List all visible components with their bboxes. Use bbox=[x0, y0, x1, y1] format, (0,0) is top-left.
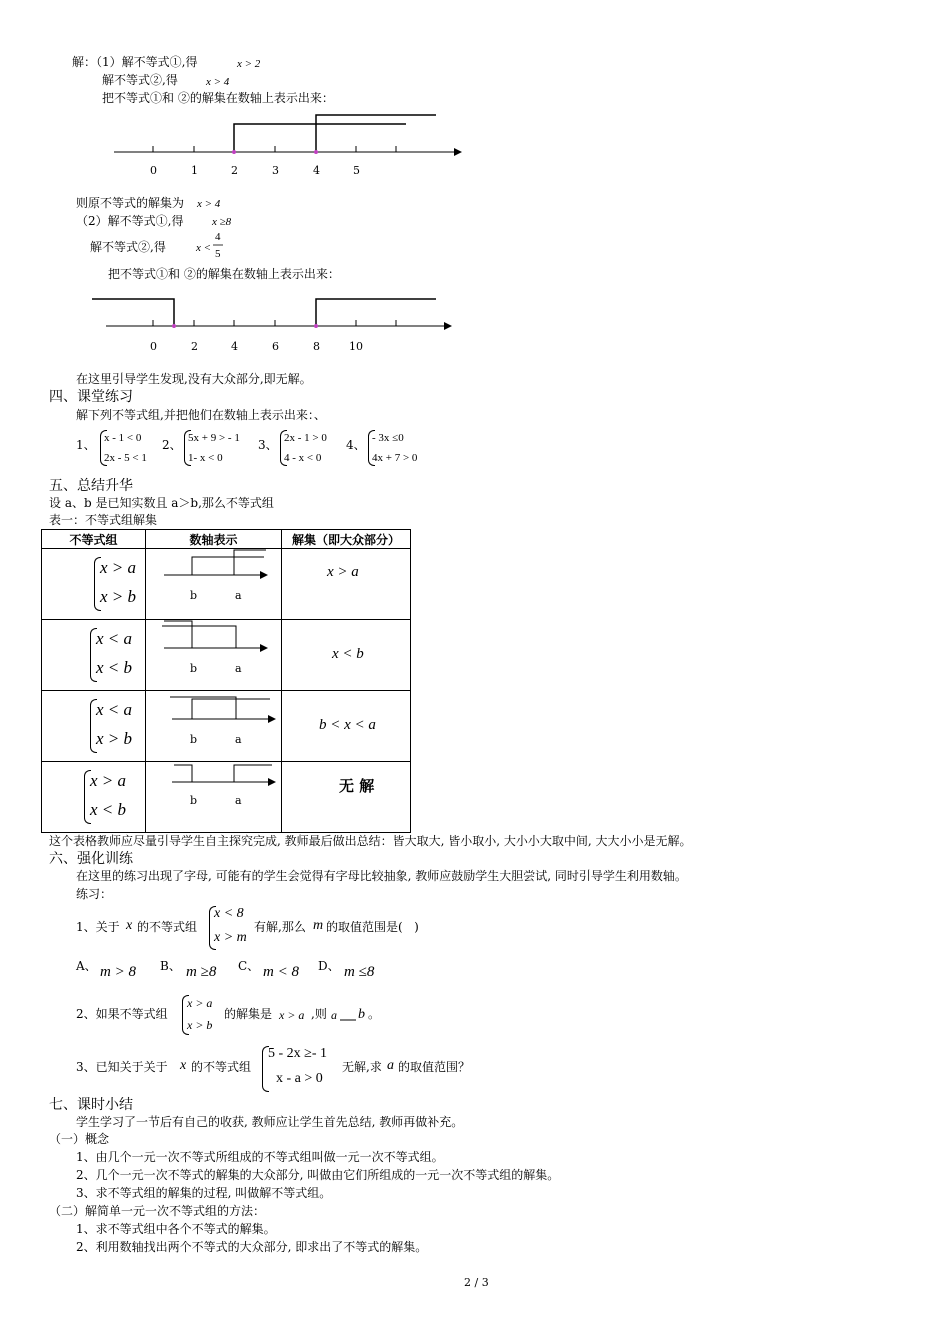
axis2-label-6: 6 bbox=[272, 340, 279, 353]
option-b-label: B、 bbox=[160, 959, 181, 973]
exercise-4-line1: - 3x ≤0 bbox=[372, 432, 404, 444]
row2-line2: x < b bbox=[96, 658, 133, 677]
q3-line1: 5 - 2x ≥- 1 bbox=[268, 1046, 328, 1061]
exercise-3-line2: 4 - x < 0 bbox=[284, 452, 322, 464]
row2-line1: x < a bbox=[96, 629, 133, 648]
q2-b: b bbox=[358, 1007, 365, 1022]
q1-mid: 的不等式组 bbox=[137, 920, 198, 934]
row4-line2: x < b bbox=[90, 800, 127, 819]
q2-mid: 的解集是 bbox=[224, 1007, 273, 1021]
q1-suffix: 有解,那么 bbox=[254, 920, 306, 934]
header-inequality-system: 不等式组 bbox=[42, 530, 146, 549]
q3-end: 的取值范围？ bbox=[398, 1060, 471, 1074]
option-a-value: m > 8 bbox=[100, 964, 136, 980]
row1-axis-b: b bbox=[190, 589, 198, 602]
axis2-label-8: 8 bbox=[313, 340, 320, 353]
q2-set: x > a bbox=[279, 1008, 305, 1022]
axis1-label-3: 3 bbox=[272, 164, 279, 177]
row3-line1: x < a bbox=[96, 700, 133, 719]
exercise-3-label: 3、 bbox=[258, 438, 278, 452]
table-caption: 表一：不等式组解集 bbox=[49, 513, 158, 527]
option-a-label: A、 bbox=[76, 959, 97, 973]
q2-line1: x > a bbox=[187, 996, 213, 1010]
section4-instruction: 解下列不等式组,并把他们在数轴上表示出来：、 bbox=[76, 408, 326, 422]
exercise-4-line2: 4x + 7 > 0 bbox=[372, 452, 418, 464]
concepts-subtitle: （一）概念 bbox=[49, 1132, 110, 1146]
table-summary: 这个表格教师应尽量引导学生自主探究完成, 教师最后做出总结：皆大取大, 皆小取小, 大小小大取中间, 大大小小是无解。 bbox=[49, 834, 692, 848]
part1-solution-prefix: 解：（1）解不等式①,得 bbox=[72, 55, 198, 69]
q3-mid: 的不等式组 bbox=[191, 1060, 252, 1074]
row2-result: x < b bbox=[332, 646, 364, 662]
method-1: 1、求不等式组中各个不等式的解集。 bbox=[76, 1222, 276, 1236]
q2-a: a bbox=[331, 1008, 337, 1022]
page-number: 2 / 3 bbox=[464, 1276, 489, 1289]
section7-title: 七、课时小结 bbox=[49, 1097, 133, 1113]
row4-line1: x > a bbox=[90, 771, 127, 790]
exercise-1-line2: 2x - 5 < 1 bbox=[104, 452, 147, 464]
exercise-1-line1: x - 1 < 0 bbox=[104, 432, 142, 444]
part1-ineq1-result: x > 2 bbox=[237, 58, 261, 70]
row3-axis-b: b bbox=[190, 733, 198, 746]
part1-ineq2-prefix: 解不等式②,得 bbox=[102, 73, 178, 87]
q2-then: ,则 bbox=[311, 1007, 327, 1021]
q1-end: 的取值范围是( ) bbox=[326, 920, 419, 934]
part2-ineq2-lhs: x < bbox=[196, 242, 212, 254]
header-number-line: 数轴表示 bbox=[146, 530, 282, 549]
method-2: 2、利用数轴找出两个不等式的大众部分, 即求出了不等式的解集。 bbox=[76, 1240, 428, 1254]
q1-prefix: 1、关于 bbox=[76, 920, 120, 934]
row3-result: b < x < a bbox=[319, 717, 376, 733]
section7-intro: 学生学习了一节后有自己的收获, 教师应让学生首先总结, 教师再做补充。 bbox=[76, 1115, 464, 1129]
exercise-2-line2: 1- x < 0 bbox=[188, 452, 223, 464]
axis2-label-0: 0 bbox=[150, 340, 157, 353]
row2-axis-b: b bbox=[190, 662, 198, 675]
q3-x: x bbox=[180, 1058, 187, 1073]
part2-ineq1-result: x ≥8 bbox=[212, 216, 232, 228]
row1-line1: x > a bbox=[100, 558, 137, 577]
part2-numberline-caption: 把不等式①和 ②的解集在数轴上表示出来： bbox=[108, 267, 340, 281]
option-d-label: D、 bbox=[318, 959, 340, 973]
axis2-label-10: 10 bbox=[349, 340, 363, 353]
q2-end: 。 bbox=[368, 1007, 381, 1021]
exercise-2-label: 2、 bbox=[162, 438, 182, 452]
practice-label: 练习： bbox=[76, 887, 113, 901]
row4-axis-a: a bbox=[235, 794, 242, 807]
q1-line2: x > m bbox=[214, 930, 247, 945]
option-b-value: m ≥8 bbox=[186, 964, 217, 980]
methods-subtitle: （二）解简单一元一次不等式组的方法： bbox=[49, 1204, 266, 1218]
frac-denominator: 5 bbox=[215, 248, 221, 260]
option-c-label: C、 bbox=[238, 959, 260, 973]
concept-2: 2、几个一元一次不等式的解集的大众部分, 叫做由它们所组成的一元一次不等式组的解集。 bbox=[76, 1168, 560, 1182]
row1-result: x > a bbox=[327, 564, 359, 580]
exercise-3-line1: 2x - 1 > 0 bbox=[284, 432, 327, 444]
axis1-label-2: 2 bbox=[231, 164, 238, 177]
section5-intro: 设 a、b 是已知实数且 a＞b,那么不等式组 bbox=[49, 496, 274, 510]
concept-3: 3、求不等式组的解集的过程, 叫做解不等式组。 bbox=[76, 1186, 332, 1200]
axis2-label-4: 4 bbox=[231, 340, 238, 353]
q2-prefix: 2、如果不等式组 bbox=[76, 1007, 168, 1021]
axis1-label-4: 4 bbox=[313, 164, 320, 177]
section6-intro: 在这里的练习出现了字母, 可能有的学生会觉得有字母比较抽象, 教师应鼓励学生大胆尝试, 同时引导学生利用数轴。 bbox=[76, 869, 687, 883]
q3-line2: x - a > 0 bbox=[276, 1071, 323, 1086]
row4-result: 无 解 bbox=[339, 777, 375, 795]
row2-axis-a: a bbox=[235, 662, 242, 675]
option-c-value: m < 8 bbox=[263, 964, 299, 980]
section4-title: 四、课堂练习 bbox=[49, 389, 133, 405]
q1-line1: x < 8 bbox=[214, 906, 244, 921]
axis1-label-0: 0 bbox=[150, 164, 157, 177]
q3-prefix: 3、已知关于关于 bbox=[76, 1060, 168, 1074]
exercise-4-label: 4、 bbox=[346, 438, 366, 452]
axis1-label-5: 5 bbox=[353, 164, 360, 177]
header-solution-set: 解集（即大众部分） bbox=[282, 530, 411, 549]
option-d-value: m ≤8 bbox=[344, 964, 375, 980]
row1-axis-a: a bbox=[235, 589, 242, 602]
part2-ineq2-prefix: 解不等式②,得 bbox=[90, 240, 166, 254]
row3-axis-a: a bbox=[235, 733, 242, 746]
axis2-label-2: 2 bbox=[191, 340, 198, 353]
exercise-2-line1: 5x + 9 > - 1 bbox=[188, 432, 240, 444]
q1-m: m bbox=[313, 918, 324, 933]
section5-title: 五、总结升华 bbox=[49, 478, 133, 494]
exercise-1-label: 1、 bbox=[76, 438, 96, 452]
part2-note: 在这里引导学生发现,没有大众部分,即无解。 bbox=[76, 372, 312, 386]
part2-solution-prefix: （2）解不等式①,得 bbox=[76, 214, 184, 228]
q3-suffix: 无解,求 bbox=[342, 1060, 382, 1074]
frac-numerator: 4 bbox=[215, 231, 221, 243]
section6-title: 六、强化训练 bbox=[49, 851, 133, 867]
axis1-label-1: 1 bbox=[191, 164, 198, 177]
row1-line2: x > b bbox=[100, 587, 137, 606]
q1-x: x bbox=[126, 918, 133, 933]
part1-numberline-caption: 把不等式①和 ②的解集在数轴上表示出来： bbox=[102, 91, 334, 105]
part1-conclusion: 则原不等式的解集为 bbox=[76, 196, 185, 210]
part1-ineq2-result: x > 4 bbox=[206, 76, 230, 88]
row3-line2: x > b bbox=[96, 729, 133, 748]
concept-1: 1、由几个一元一次不等式所组成的不等式组叫做一元一次不等式组。 bbox=[76, 1150, 444, 1164]
row4-axis-b: b bbox=[190, 794, 198, 807]
q2-line2: x > b bbox=[187, 1018, 213, 1032]
q3-a: a bbox=[387, 1058, 394, 1073]
part1-conclusion-value: x > 4 bbox=[197, 198, 221, 210]
